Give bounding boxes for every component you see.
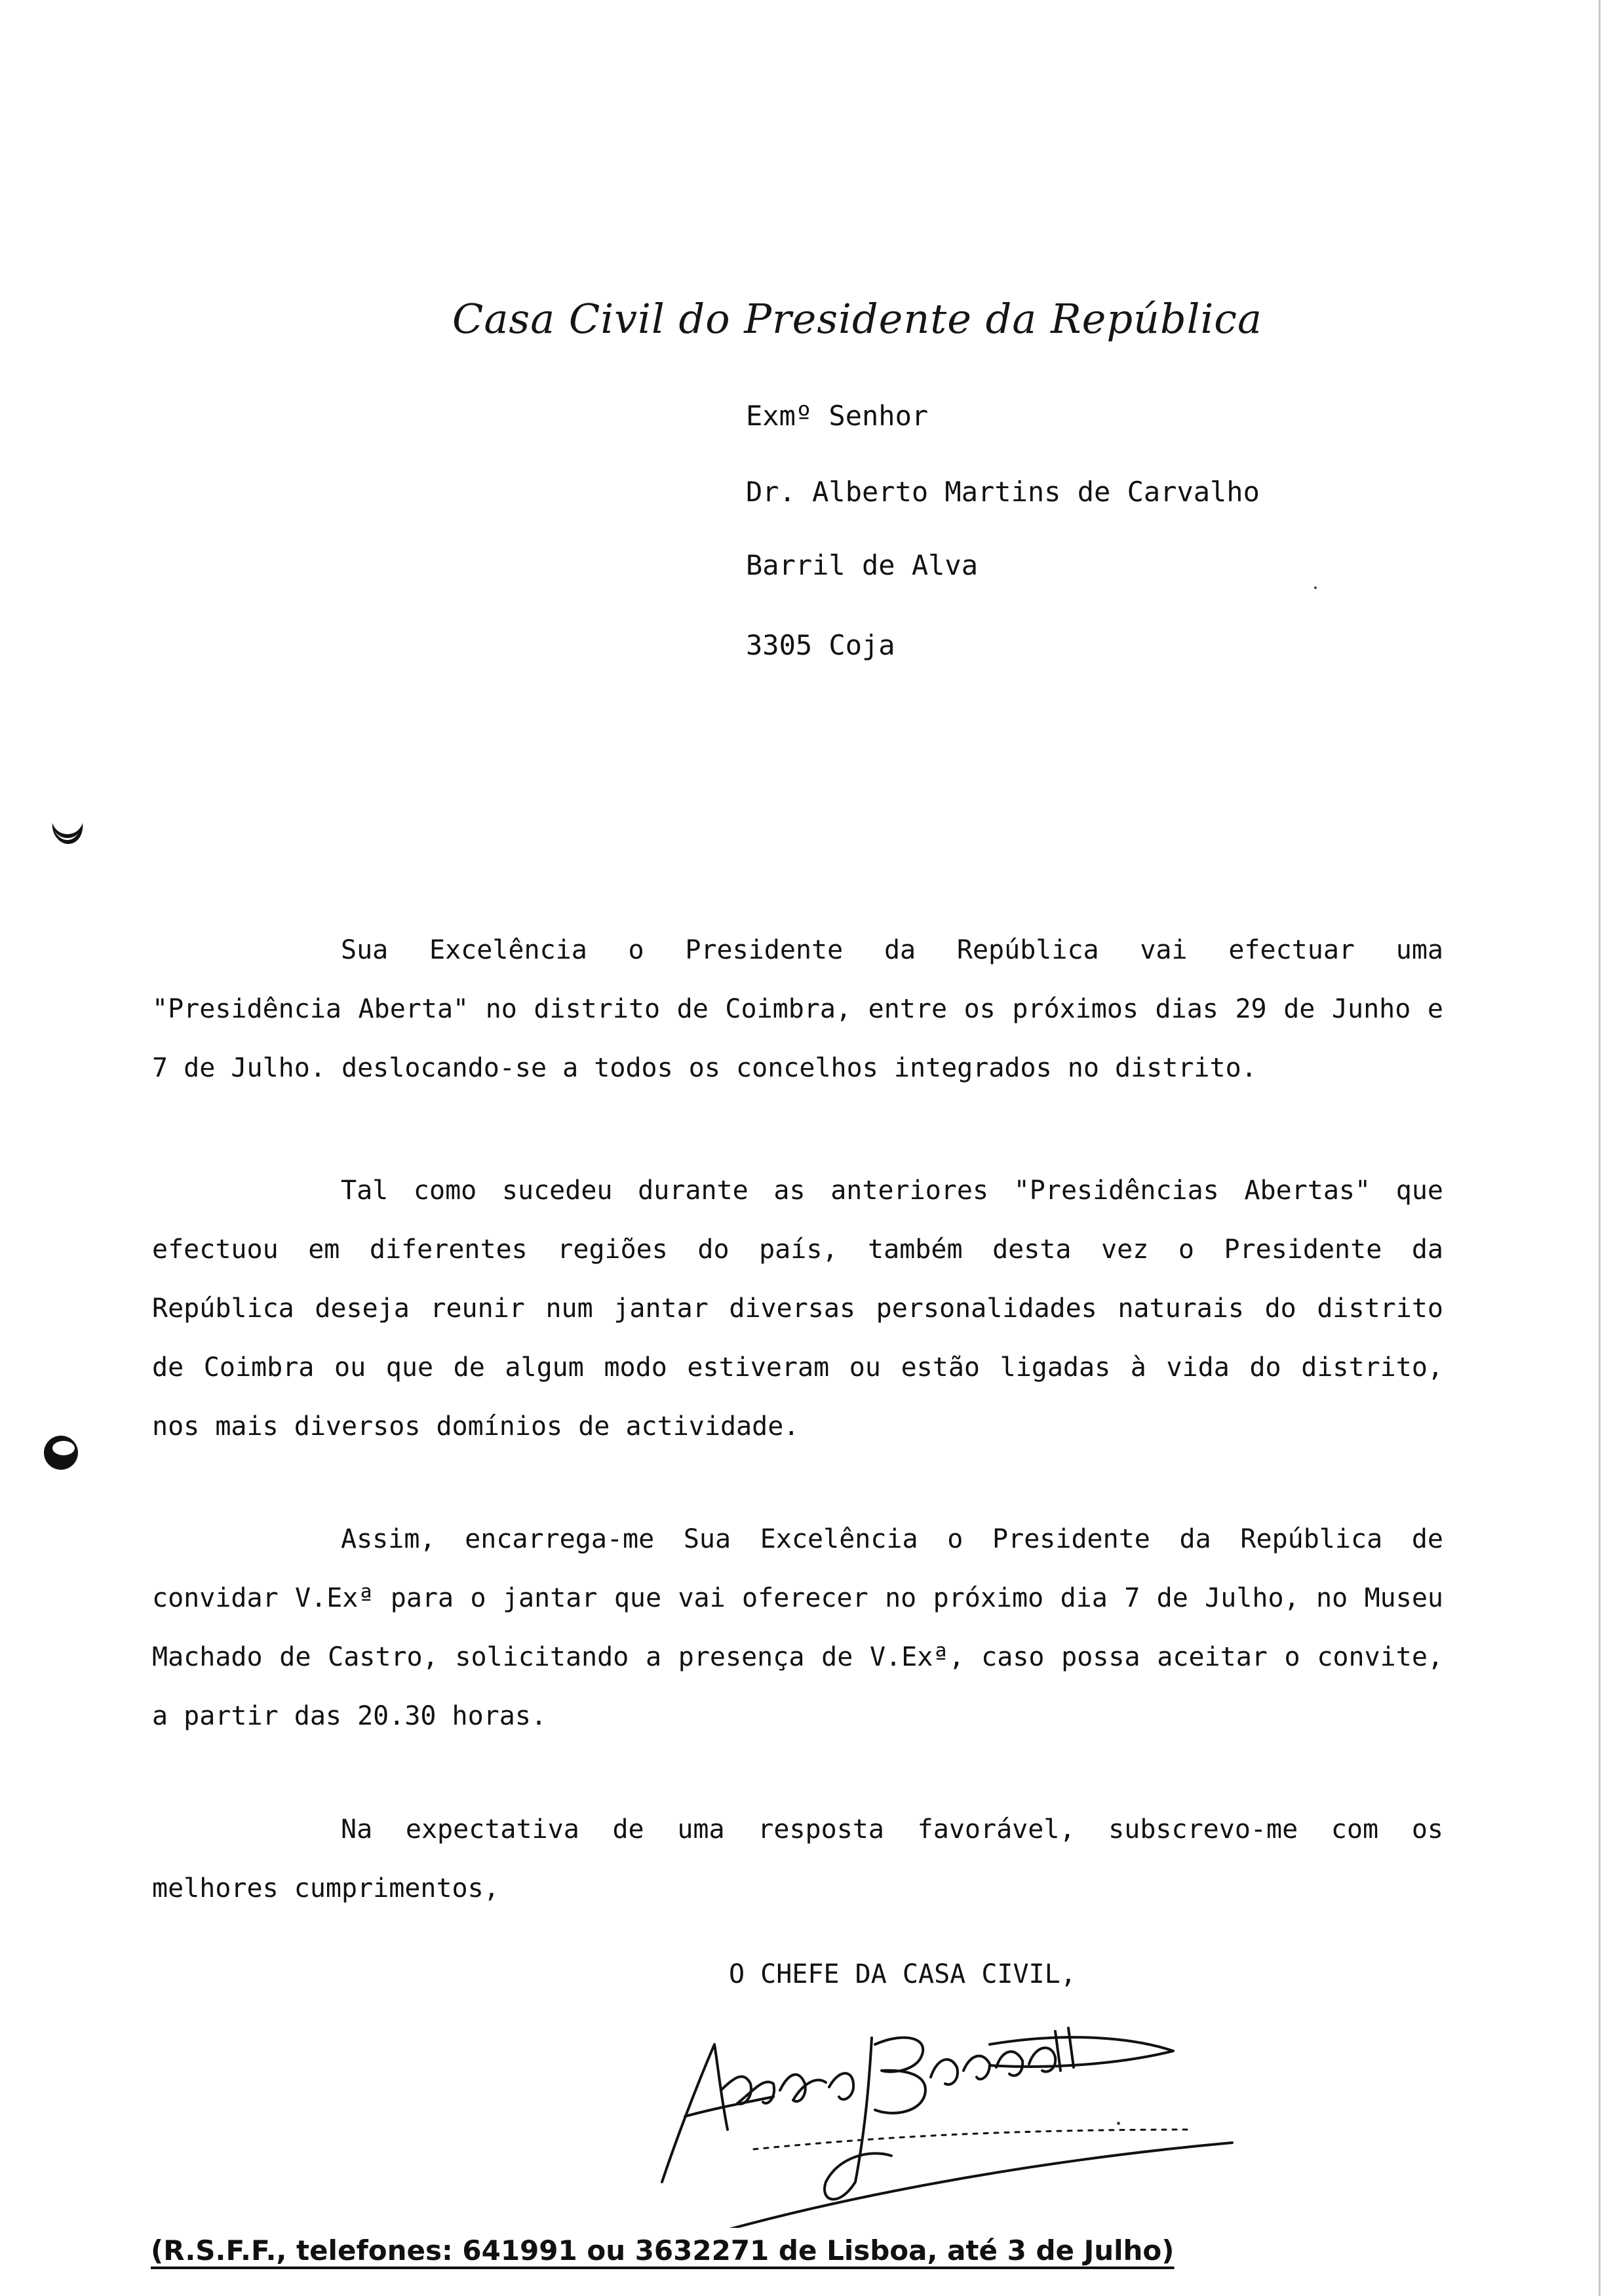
paragraph-1: Sua Excelência o Presidente da República vai efectuar uma "Presidência Aberta" no distrito de Coimbra, entre os próximos dias 29 de Junho e 7 de Julho. deslocando-se a todos os concelhos integrados no distrito. (152, 935, 1443, 1083)
scan-edge (1599, 0, 1601, 2296)
letterhead: Casa Civil do Presidente da República (452, 295, 1262, 343)
paragraph-3: Assim, encarrega-me Sua Excelência o Presidente da República de convidar V.Exª para o jantar que vai oferecer no próximo dia 7 de Julho, no Museu Machado de Castro, solicitando a presença de V.Exª, caso possa aceitar o convite, a partir das 20.30 horas. (152, 1524, 1443, 1731)
address-postal: 3305 Coja (746, 629, 895, 661)
punch-hole-icon (49, 811, 87, 849)
ink-speck (1314, 586, 1317, 589)
recipient-address (746, 400, 1260, 708)
address-salutation: Exmº Senhor (746, 400, 929, 432)
paragraph-2: Tal como sucedeu durante as anteriores "Presidências Abertas" que efectuou em diferentes regiões do país, também desta vez o Presidente da República deseja reunir num jantar diversas personalidades naturais do distrito de Coimbra ou que de algum modo estiveram ou estão ligadas à vida do distrito, nos mais diversos domínios de actividade. (152, 1176, 1443, 1442)
closing-title: O CHEFE DA CASA CIVIL, (729, 1959, 1076, 1989)
address-street: Barril de Alva (746, 549, 979, 581)
ink-speck (1117, 2122, 1120, 2125)
paragraph-4: Na expectativa de uma resposta favorável, subscrevo-me com os melhores cumprimentos, (152, 1814, 1443, 1904)
handwritten-signature (623, 1992, 1245, 2228)
address-name: Dr. Alberto Martins de Carvalho (746, 476, 1260, 508)
footer-rsvp-note: (R.S.F.F., telefones: 641991 ou 3632271 de Lisboa, até 3 de Julho) (151, 2234, 1175, 2267)
punch-hole-icon (42, 1434, 80, 1472)
